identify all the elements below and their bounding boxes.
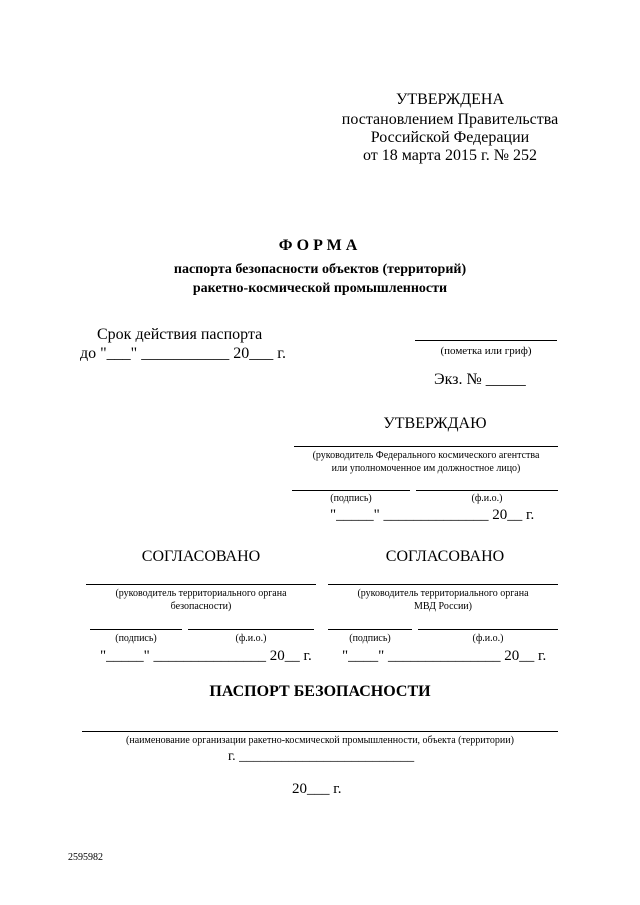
form-subtitle-1: паспорта безопасности объектов (территорий)	[173, 262, 467, 277]
approve-sign-line	[292, 490, 410, 491]
approve-date: "_____" ______________ 20__ г.	[330, 507, 535, 523]
approve-caption-2: или уполномоченное им должностное лицо)	[331, 463, 521, 474]
approve-fio-line	[416, 490, 558, 491]
approve-caption-1: (руководитель Федерального космического агентства	[312, 450, 540, 461]
agreed-right-sign-line	[328, 629, 412, 630]
agreed-left-fio-line	[188, 629, 314, 630]
agreed-right-sign-caption: (подпись)	[349, 633, 391, 644]
form-subtitle-2: ракетно-космической промышленности	[192, 281, 448, 296]
passport-city: г. _________________________	[228, 749, 415, 764]
agreed-right-line	[328, 584, 558, 585]
form-heading: ФОРМА	[278, 237, 362, 254]
passport-year: 20___ г.	[292, 781, 342, 797]
mark-caption: (пометка или гриф)	[440, 345, 532, 357]
mark-line	[415, 340, 557, 341]
agreed-right-caption-1: (руководитель территориального органа	[357, 588, 529, 599]
copy-number: Экз. № _____	[434, 371, 526, 388]
validity-until: до "___" ___________ 20___ г.	[80, 345, 286, 362]
agreed-right-fio-line	[418, 629, 558, 630]
approve-sign-caption: (подпись)	[330, 493, 372, 504]
document-number: 2595982	[68, 852, 103, 863]
approve-fio-caption: (ф.и.о.)	[471, 493, 503, 504]
agreed-left-title: СОГЛАСОВАНО	[141, 548, 261, 565]
agreed-left-caption-2: безопасности)	[170, 601, 232, 612]
agreed-left-caption-1: (руководитель территориального органа	[115, 588, 287, 599]
agreed-right-caption-2: МВД России)	[414, 601, 472, 612]
agreed-left-date: "_____" _______________ 20__ г.	[100, 648, 312, 664]
agreed-left-sign-line	[90, 629, 182, 630]
approve-line	[294, 446, 558, 447]
approval-line-1: постановлением Правительства	[341, 111, 559, 128]
passport-title: ПАСПОРТ БЕЗОПАСНОСТИ	[209, 683, 431, 700]
passport-org-caption: (наименование организации ракетно-космической промышленности, объекта (территории)	[126, 735, 514, 746]
approval-line-3: от 18 марта 2015 г. № 252	[363, 147, 537, 164]
approval-title: УТВЕРЖДЕНА	[395, 91, 504, 108]
agreed-left-fio-caption: (ф.и.о.)	[235, 633, 267, 644]
agreed-left-sign-caption: (подпись)	[115, 633, 157, 644]
passport-org-line	[82, 731, 558, 732]
agreed-right-fio-caption: (ф.и.о.)	[472, 633, 504, 644]
agreed-left-line	[86, 584, 316, 585]
agreed-right-date: "____" _______________ 20__ г.	[342, 648, 547, 664]
agreed-right-title: СОГЛАСОВАНО	[385, 548, 505, 565]
approval-line-2: Российской Федерации	[370, 129, 530, 146]
validity-label: Срок действия паспорта	[97, 326, 263, 343]
approve-title: УТВЕРЖДАЮ	[383, 415, 487, 432]
